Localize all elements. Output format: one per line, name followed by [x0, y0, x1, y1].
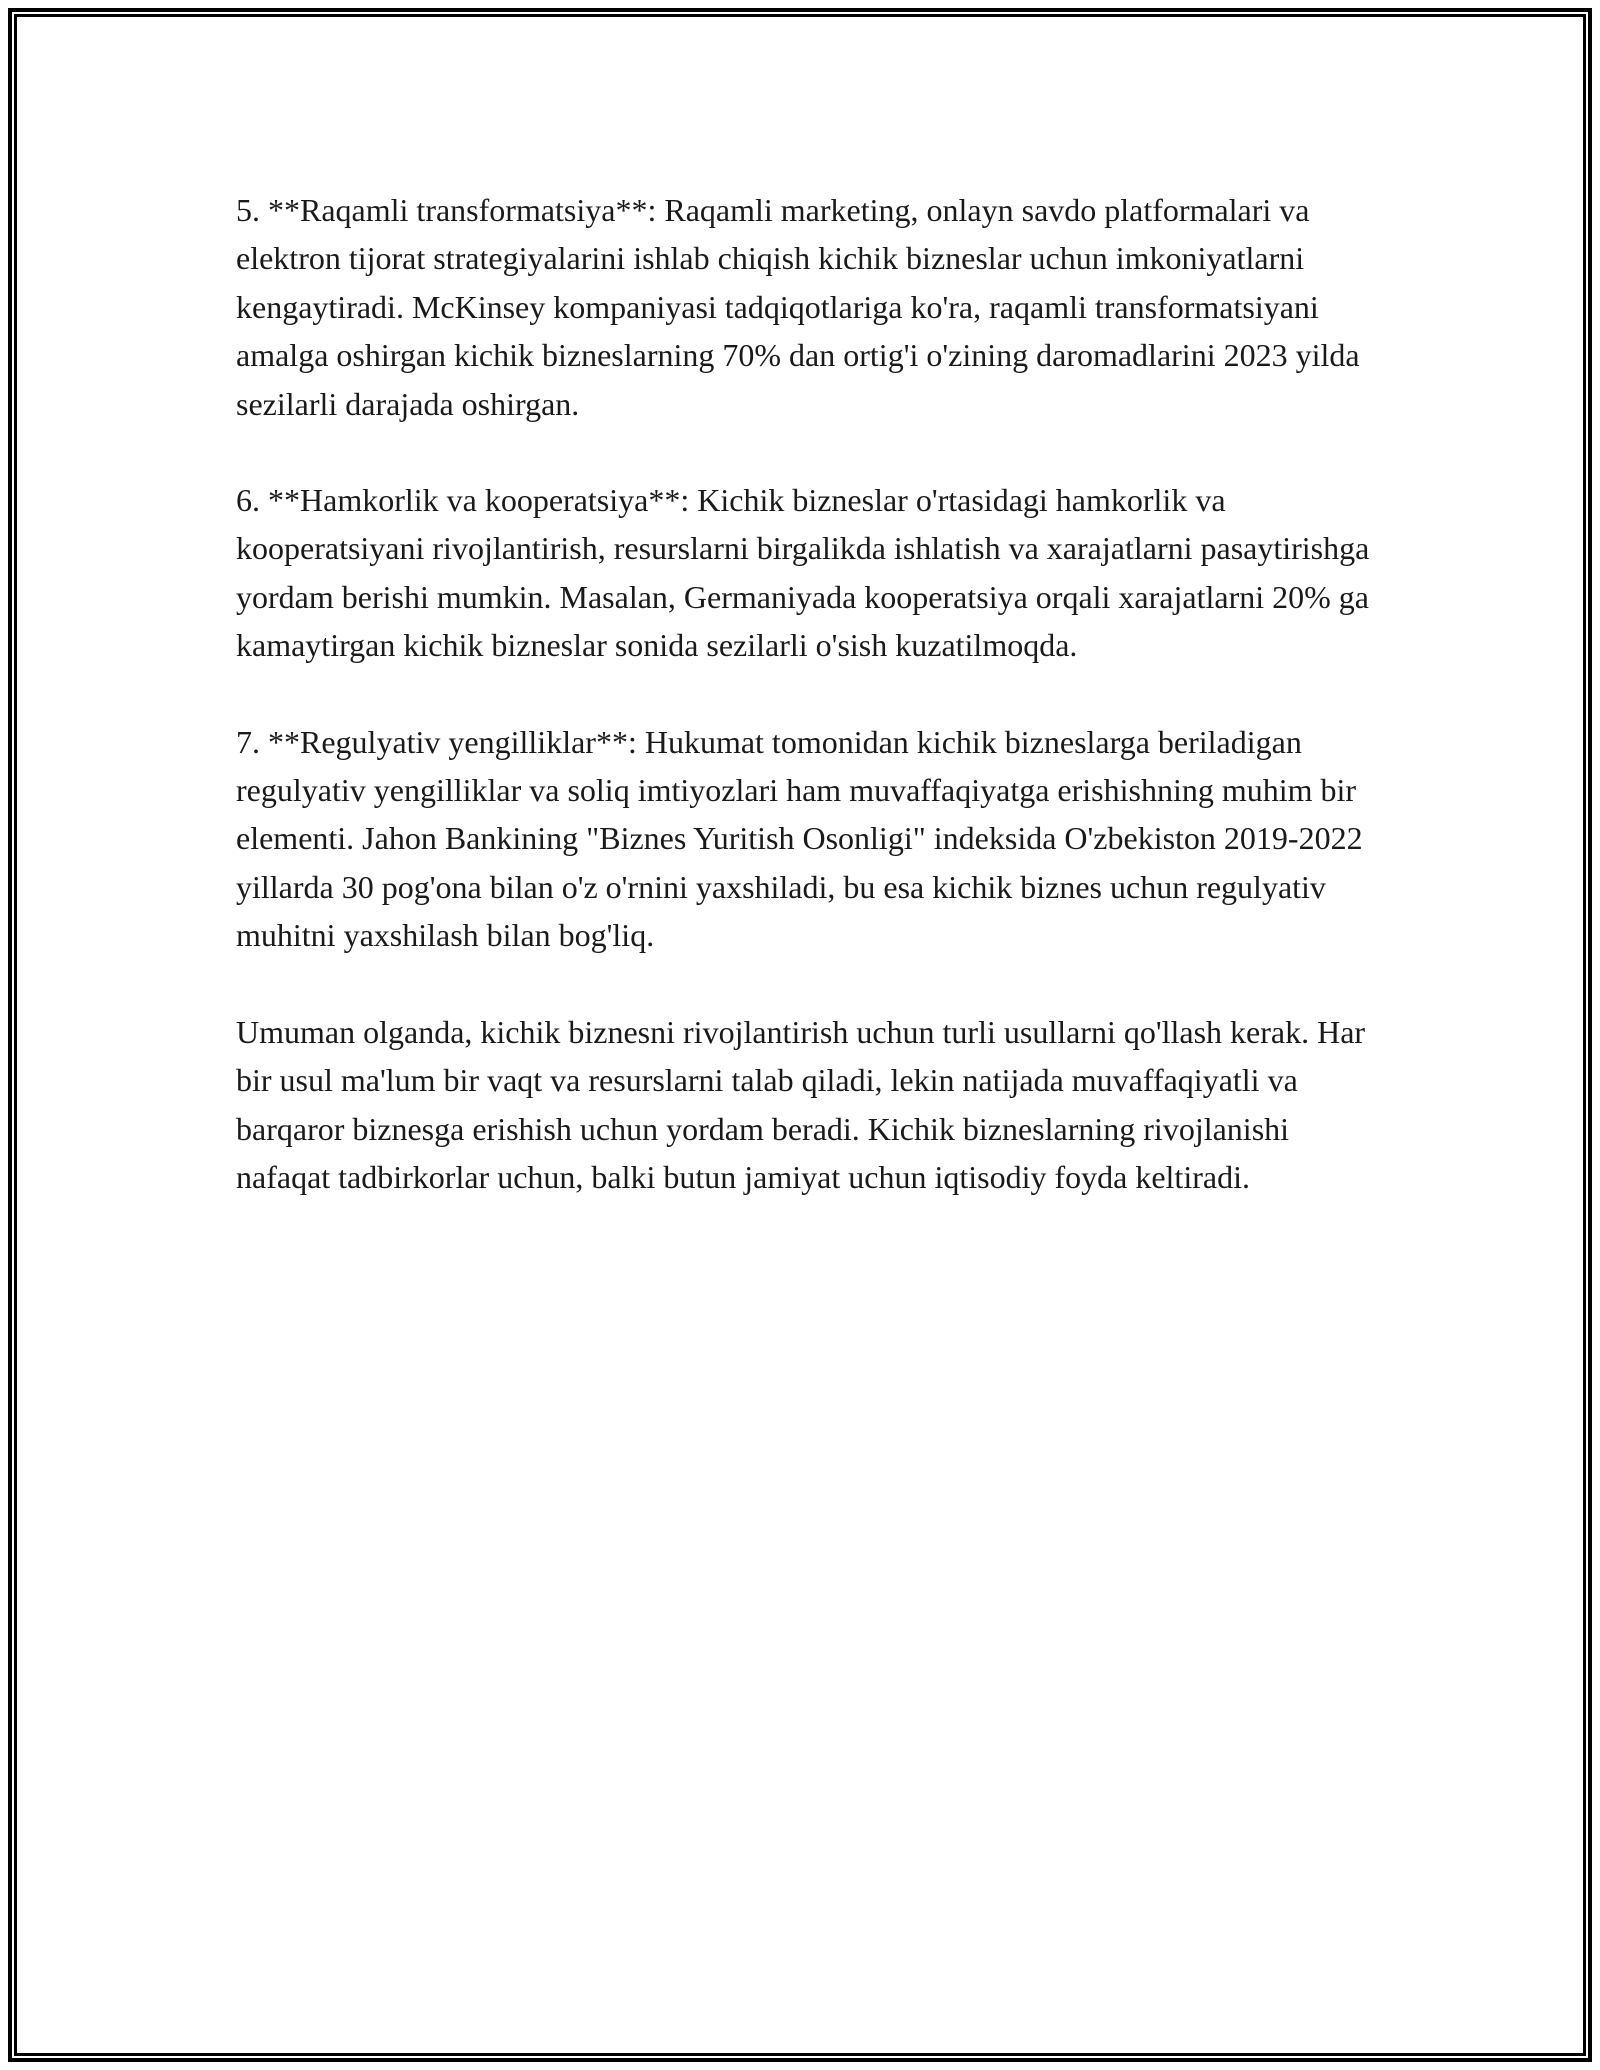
- paragraph-digital-transformation: 5. **Raqamli transformatsiya**: Raqamli marketing, onlayn savdo platformalari va elektron tijorat strategiyalarini ishlab chiqish kichik bizneslar uchun imkoniyatlarni kengaytiradi. McKinsey kompaniyasi tadqiqotlariga ko'ra, raqamli transformatsiyani amalga oshirgan kichik bizneslarning 70% dan ortig'i o'zining daromadlarini 2023 yilda sezilarli darajada oshirgan.: [236, 192, 1360, 422]
- document-body: [236, 186, 1376, 1249]
- paragraph-regulatory-relief: 7. **Regulyativ yengilliklar**: Hukumat tomonidan kichik bizneslarga beriladigan regulyativ yengilliklar va soliq imtiyozlari ham muvaffaqiyatga erishishning muhim bir elementi. Jahon Bankining "Biznes Yuritish Osonligi" indeksida O'zbekiston 2019-2022 yillarda 30 pog'ona bilan o'z o'rnini yaxshiladi, bu esa kichik biznes uchun regulyativ muhitni yaxshilash bilan bog'liq.: [236, 723, 1363, 954]
- paragraph-conclusion: Umuman olganda, kichik biznesni rivojlantirish uchun turli usullarni qo'llash kerak. Har bir usul ma'lum bir vaqt va resurslarni talab qiladi, lekin natijada muvaffaqiyatli va barqaror biznesga erishish uchun yordam beradi. Kichik bizneslarning rivojlanishi nafaqat tadbirkorlar uchun, balki butun jamiyat uchun iqtisodiy foyda keltiradi.: [236, 1013, 1366, 1195]
- paragraph-cooperation: 6. **Hamkorlik va kooperatsiya**: Kichik bizneslar o'rtasidagi hamkorlik va kooperatsiyani rivojlantirish, resurslarni birgalikda ishlatish va xarajatlarni pasaytirishga yordam berishi mumkin. Masalan, Germaniyada kooperatsiya orqali xarajatlarni 20% ga kamaytirgan kichik bizneslar sonida sezilarli o'sish kuzatilmoqda.: [236, 482, 1370, 664]
